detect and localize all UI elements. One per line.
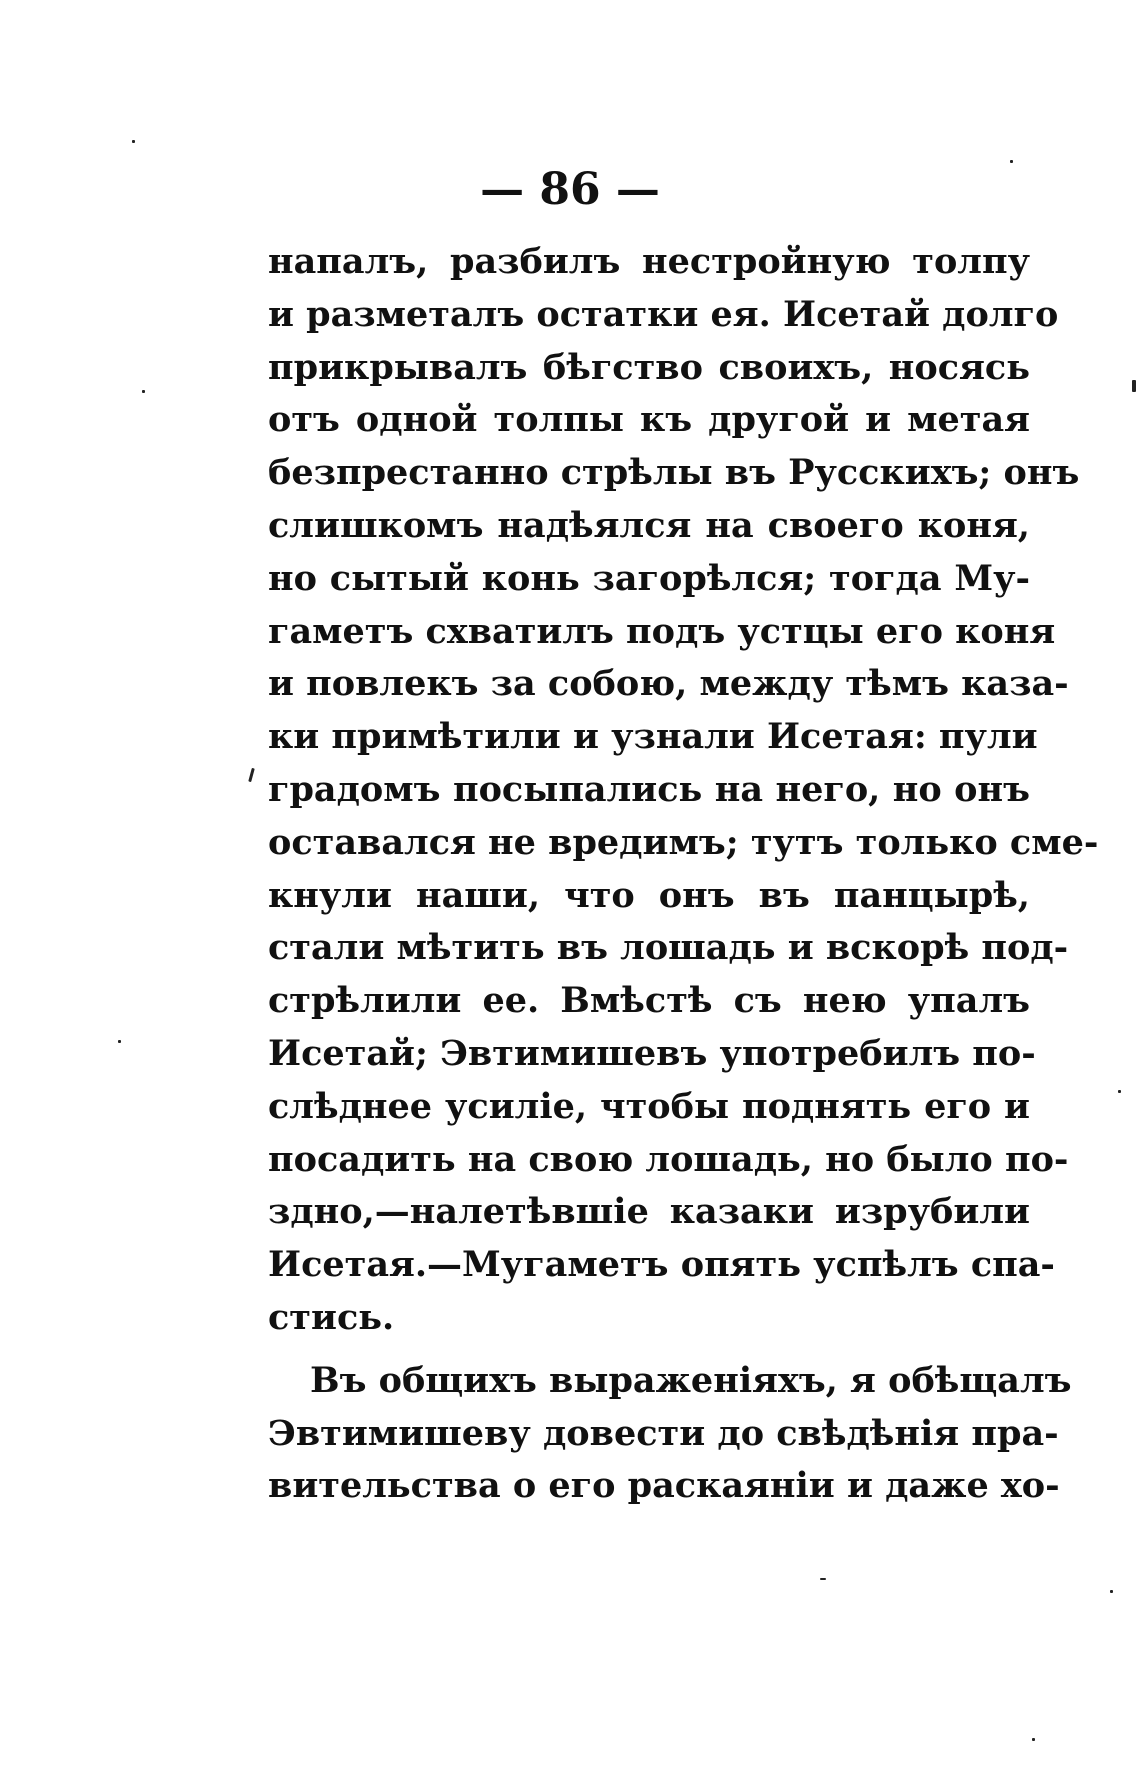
text-line: гаметъ схватилъ подъ устцы его коня: [268, 610, 1056, 652]
paragraph: [268, 236, 1099, 1345]
scan-speck: [1132, 380, 1136, 392]
text-line: ки примѣтили и узнали Исетая: пули: [268, 716, 1038, 758]
text-line: стали мѣтить въ лошадь и вскорѣ под-: [268, 927, 1069, 969]
text-line: стрѣлили ее. Вмѣстѣ съ нею упалъ: [268, 980, 1030, 1022]
scan-speck: [132, 140, 135, 143]
text-line: стись.: [268, 1296, 395, 1338]
paragraph: [268, 1355, 1072, 1513]
text-line: Исетая.—Мугаметъ опять успѣлъ спа-: [268, 1244, 1055, 1286]
scan-speck: [118, 1040, 121, 1043]
scan-speck: [1118, 1090, 1121, 1093]
text-line: посадить на свою лошадь, но было по-: [268, 1138, 1069, 1180]
text-line: и повлекъ за собою, между тѣмъ каза-: [268, 663, 1069, 705]
scan-speck: [820, 1578, 826, 1580]
text-line: отъ одной толпы къ другой и метая: [268, 399, 1030, 441]
text-line: слѣднее усиліе, чтобы поднять его и: [268, 1085, 1030, 1127]
text-line: прикрывалъ бѣгство своихъ, носясь: [268, 346, 1030, 388]
scan-speck: [1032, 1738, 1035, 1741]
text-line: вительства о его раскаяніи и даже хо-: [268, 1465, 1060, 1507]
text-line: слишкомъ надѣялся на своего коня,: [268, 504, 1030, 546]
text-line: здно,—налетѣвшіе казаки изрубили: [268, 1191, 1030, 1233]
text-line: Эвтимишеву довести до свѣдѣнія пра-: [268, 1412, 1059, 1454]
text-line: и разметалъ остатки ея. Исетай долго: [268, 293, 1059, 335]
text-line: напалъ, разбилъ нестройную толпу: [268, 241, 1030, 282]
body-text: [268, 236, 1099, 1513]
text-line: Исетай; Эвтимишевъ употребилъ по-: [268, 1032, 1036, 1074]
scan-speck: [1010, 160, 1013, 163]
text-line: безпрестанно стрѣлы въ Русскихъ; онъ: [268, 452, 1080, 494]
scan-speck: [1110, 1590, 1113, 1593]
scan-speck: [248, 768, 255, 782]
text-line: кнули наши, что онъ въ панцырѣ,: [268, 874, 1030, 916]
page-number: — 86 —: [480, 164, 660, 215]
text-line: оставался не вредимъ; тутъ только сме-: [268, 821, 1099, 863]
text-line: градомъ посыпались на него, но онъ: [268, 768, 1030, 810]
paragraph-gap: [268, 1345, 1030, 1355]
scan-speck: [142, 390, 145, 393]
text-line: но сытый конь загорѣлся; тогда Му-: [268, 557, 1030, 599]
text-line: Въ общихъ выраженіяхъ, я обѣщалъ: [310, 1359, 1072, 1401]
